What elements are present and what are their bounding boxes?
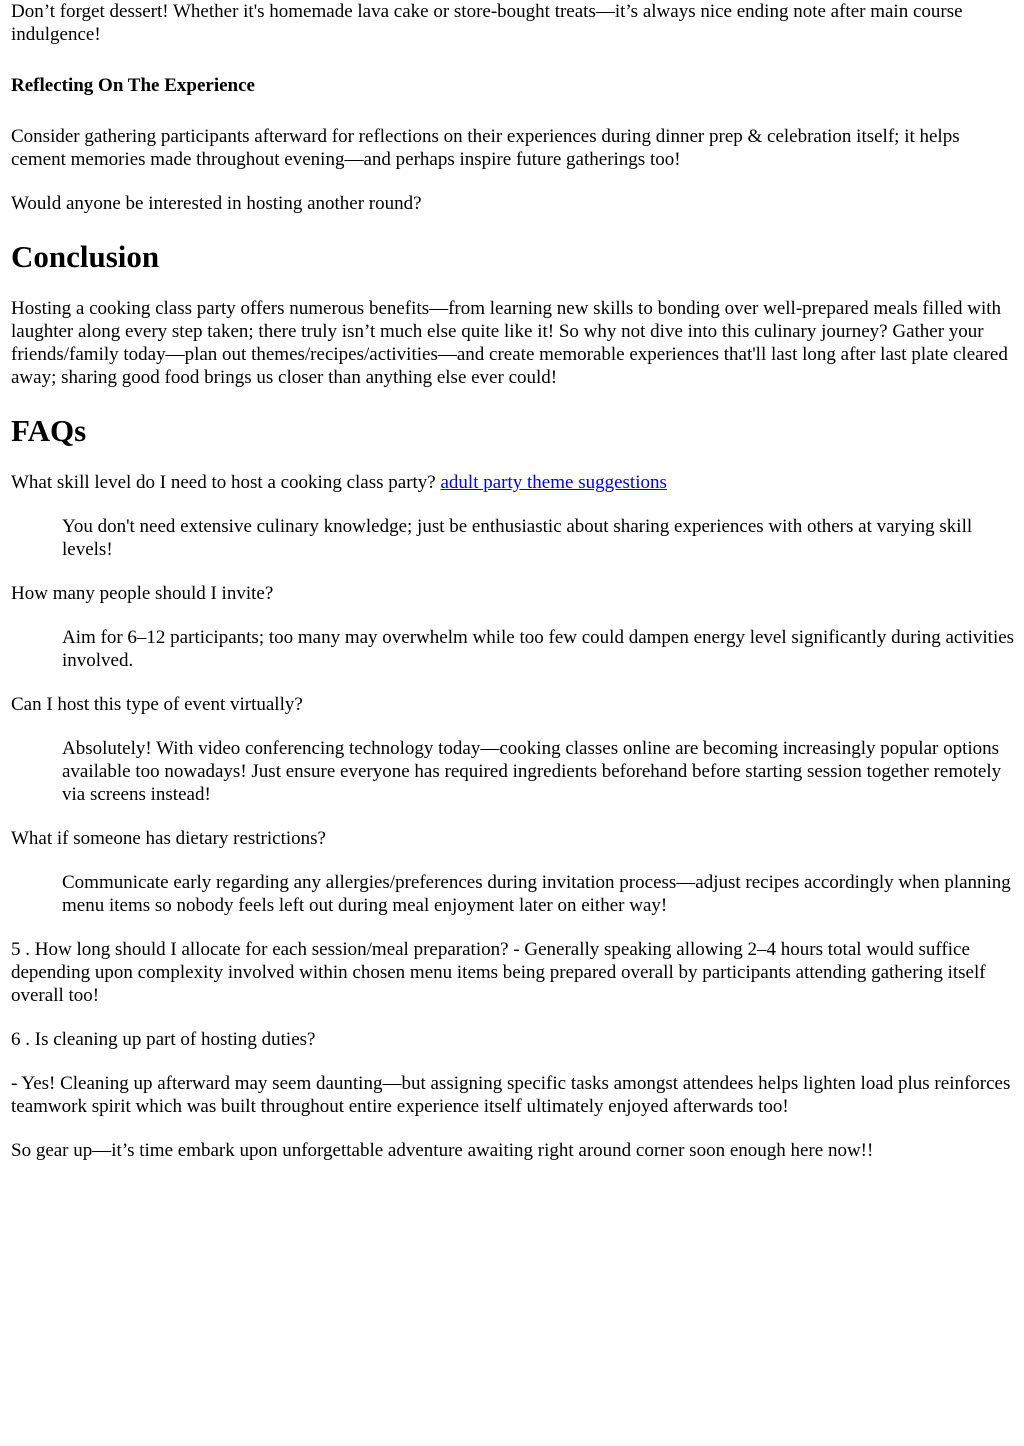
faq-question-1-text: What skill level do I need to host a cooking class party?: [11, 472, 436, 493]
faq-question-4: What if someone has dietary restrictions?: [11, 828, 326, 849]
faq-question-1: [11, 471, 1018, 494]
faq-question-2: How many people should I invite?: [11, 583, 274, 604]
faq-answer-3: Absolutely! With video conferencing technology today—cooking classes online are becoming increasingly popular options available too nowadays! Just ensure everyone has required ingredients beforehand before starting session together remotely via screens instead!: [62, 738, 1002, 805]
reflecting-heading: Reflecting On The Experience: [11, 75, 255, 96]
faq-question-3: Can I host this type of event virtually?: [11, 694, 303, 715]
faq-question-5: 5 . How long should I allocate for each session/meal preparation? - Generally speaking allowing 2–4 hours total would suffice depending upon complexity involved within chosen menu items being prepared overall by participants attending gathering itself overall too!: [11, 939, 986, 1006]
dessert-paragraph: Don’t forget dessert! Whether it's homemade lava cake or store-bought treats—it’s always nice ending note after main course indulgence!: [11, 1, 963, 45]
faqs-heading: FAQs: [11, 413, 87, 448]
conclusion-heading: Conclusion: [11, 239, 160, 274]
reflecting-paragraph: Consider gathering participants afterward for reflections on their experiences during dinner prep & celebration itself; it helps cement memories made throughout evening—and perhaps inspire future gatherings too!: [11, 126, 960, 170]
closing-paragraph: So gear up—it’s time embark upon unforgettable adventure awaiting right around corner soon enough here now!!: [11, 1140, 874, 1161]
faq-answer-6: - Yes! Cleaning up afterward may seem daunting—but assigning specific tasks amongst attendees helps lighten load plus reinforces teamwork spirit which was built throughout entire experience itself ultimately enjoyed afterwards too!: [11, 1073, 1011, 1117]
conclusion-paragraph: Hosting a cooking class party offers numerous benefits—from learning new skills to bonding over well-prepared meals filled with laughter along every step taken; there truly isn’t much else quite like it! So why not dive into this culinary journey? Gather your friends/family today—plan out themes/recipes/activities—and create memorable experiences that'll last long after last plate cleared away; sharing good food brings us closer than anything else ever could!: [11, 298, 1008, 388]
faq-answer-2: Aim for 6–12 participants; too many may overwhelm while too few could dampen energy level significantly during activities involved.: [62, 627, 1015, 671]
faq-question-6: 6 . Is cleaning up part of hosting duties?: [11, 1029, 316, 1050]
reflecting-question: Would anyone be interested in hosting another round?: [11, 193, 422, 214]
faq-answer-1: You don't need extensive culinary knowledge; just be enthusiastic about sharing experiences with others at varying skill levels!: [62, 516, 973, 560]
adult-party-theme-link[interactable]: adult party theme suggestions: [440, 472, 667, 493]
faq-answer-4: Communicate early regarding any allergies/preferences during invitation process—adjust recipes accordingly when planning menu items so nobody feels left out during meal enjoyment later on either way!: [62, 872, 1011, 916]
